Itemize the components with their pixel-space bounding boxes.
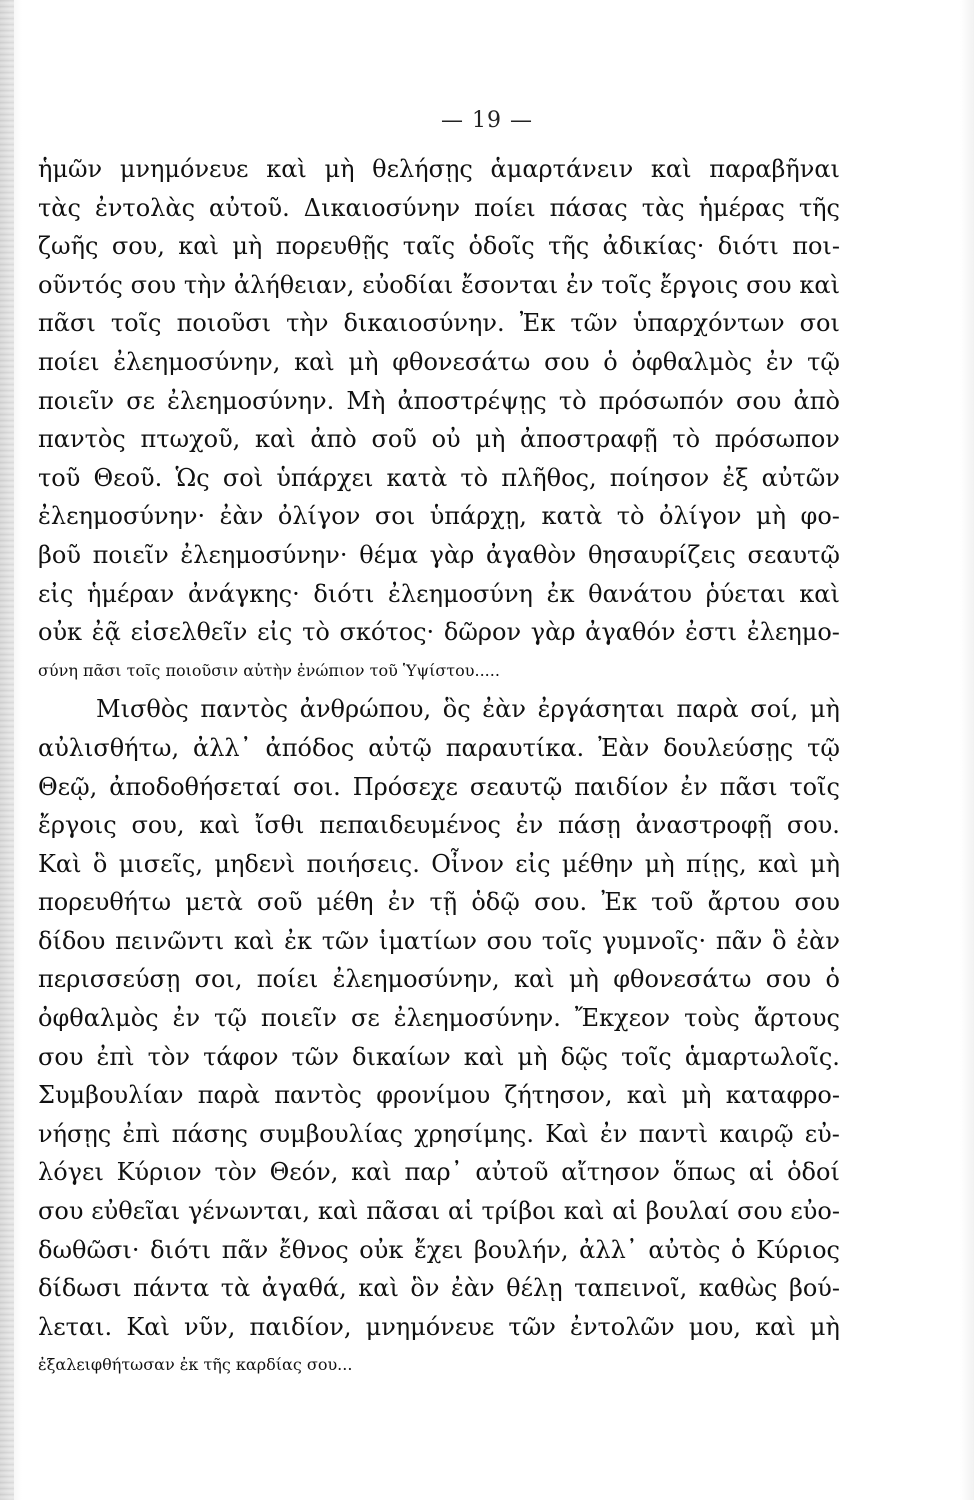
text-line: ποιεῖν σε ἐλεημοσύνην. Μὴ ἀποστρέψῃς τὸ πρόσωπόν σου ἀπὸ <box>38 386 840 415</box>
text-line: ὀφθαλμὸς ἐν τῷ ποιεῖν σε ἐλεημοσύνην. Ἔκχεον τοὺς ἄρτους <box>38 1004 840 1033</box>
text-line: περισσεύσῃ σοι, ποίει ἐλεημοσύνην, καὶ μὴ φθονεσάτω σου ὁ <box>38 965 840 994</box>
text-line: τοῦ Θεοῦ. Ὡς σοὶ ὑπάρχει κατὰ τὸ πλῆθος, ποίησον ἐξ αὐτῶν <box>38 463 840 492</box>
text-line: ποίει ἐλεημοσύνην, καὶ μὴ φθονεσάτω σου ὁ ὀφθαλμὸς ἐν τῷ <box>38 347 840 376</box>
text-line: ἔργοις σου, καὶ ἴσθι πεπαιδευμένος ἐν πάσῃ ἀναστροφῇ σου. <box>38 811 840 840</box>
text-line: Συμβουλίαν παρὰ παντὸς φρονίμου ζήτησον, καὶ μὴ καταφρο- <box>38 1081 840 1110</box>
text-line: Μισθὸς παντὸς ἀνθρώπου, ὃς ἐὰν ἐργάσηται παρὰ σοί, μὴ <box>96 695 840 724</box>
text-line: τὰς ἐντολὰς αὐτοῦ. Δικαιοσύνην ποίει πάσας τὰς ἡμέρας τῆς <box>38 193 840 222</box>
text-line: σου εὐθεῖαι γένωνται, καὶ πᾶσαι αἱ τρίβοι καὶ αἱ βουλαί σου εὐο- <box>38 1197 840 1226</box>
text-line: δωθῶσι· διότι πᾶν ἔθνος οὐκ ἔχει βουλήν, ἀλλ᾽ αὐτὸς ὁ Κύριος <box>38 1235 840 1264</box>
body-text <box>38 150 840 1385</box>
text-line: βοῦ ποιεῖν ἐλεημοσύνην· θέμα γὰρ ἀγαθὸν θησαυρίζεις σεαυτῷ <box>38 540 840 569</box>
text-line: ζωῆς σου, καὶ μὴ πορευθῇς ταῖς ὁδοῖς τῆς ἀδικίας· διότι ποι- <box>38 232 840 261</box>
text-line: Θεῷ, ἀποδοθήσεταί σοι. Πρόσεχε σεαυτῷ παιδίον ἐν πᾶσι τοῖς <box>38 772 840 801</box>
text-line: λόγει Κύριον τὸν Θεόν, καὶ παρ᾽ αὐτοῦ αἴτησον ὅπως αἱ ὁδοί <box>38 1158 840 1187</box>
text-line: πᾶσι τοῖς ποιοῦσι τὴν δικαιοσύνην. Ἐκ τῶν ὑπαρχόντων σοι <box>38 309 840 338</box>
text-line: σου ἐπὶ τὸν τάφον τῶν δικαίων καὶ μὴ δῷς τοῖς ἁμαρτωλοῖς. <box>38 1042 840 1071</box>
text-line: αὐλισθήτω, ἀλλ᾽ ἀπόδος αὐτῷ παραυτίκα. Ἐὰν δουλεύσῃς τῷ <box>38 733 840 762</box>
text-line: οὐκ ἐᾷ εἰσελθεῖν εἰς τὸ σκότος· δῶρον γὰρ ἀγαθόν ἐστι ἐλεημο- <box>38 618 840 647</box>
text-line: παντὸς πτωχοῦ, καὶ ἀπὸ σοῦ οὐ μὴ ἀποστραφῇ τὸ πρόσωπον <box>38 425 840 454</box>
text-line: νήσῃς ἐπὶ πάσης συμβουλίας χρησίμης. Καὶ ἐν παντὶ καιρῷ εὐ- <box>38 1119 840 1148</box>
text-line: εἰς ἡμέραν ἀνάγκης· διότι ἐλεημοσύνη ἐκ θανάτου ῥύεται καὶ <box>38 579 840 608</box>
page-gutter-edge <box>0 0 14 1500</box>
text-line: δίδωσι πάντα τὰ ἀγαθά, καὶ ὃν ἐὰν θέλῃ ταπεινοῖ, καθὼς βού- <box>38 1274 840 1303</box>
text-line: ἡμῶν μνημόνευε καὶ μὴ θελήσῃς ἁμαρτάνειν καὶ παραβῆναι <box>38 155 840 183</box>
text-line: ἐξαλειφθήτωσαν ἐκ τῆς καρδίας σου... <box>38 1355 353 1375</box>
text-line: σύνη πᾶσι τοῖς ποιοῦσιν αὐτὴν ἐνώπιον τοῦ Ὑψίστου..... <box>38 660 500 680</box>
page-number: — 19 — <box>441 108 533 133</box>
text-line: οῦντός σου τὴν ἀλήθειαν, εὐοδίαι ἔσονται ἐν τοῖς ἔργοις σου καὶ <box>38 270 840 299</box>
text-line: λεται. Καὶ νῦν, παιδίον, μνημόνευε τῶν ἐντολῶν μου, καὶ μὴ <box>38 1312 840 1341</box>
text-line: Καὶ ὃ μισεῖς, μηδενὶ ποιήσεις. Οἶνον εἰς μέθην μὴ πίῃς, καὶ μὴ <box>38 849 840 878</box>
text-line: δίδου πεινῶντι καὶ ἐκ τῶν ἱματίων σου τοῖς γυμνοῖς· πᾶν ὃ ἐὰν <box>38 926 840 955</box>
text-line: πορευθήτω μετὰ σοῦ μέθη ἐν τῇ ὁδῷ σου. Ἐκ τοῦ ἄρτου σου <box>38 888 840 917</box>
text-line: ἐλεημοσύνην· ἐὰν ὀλίγον σοι ὑπάρχῃ, κατὰ τὸ ὀλίγον μὴ φο- <box>38 502 840 531</box>
